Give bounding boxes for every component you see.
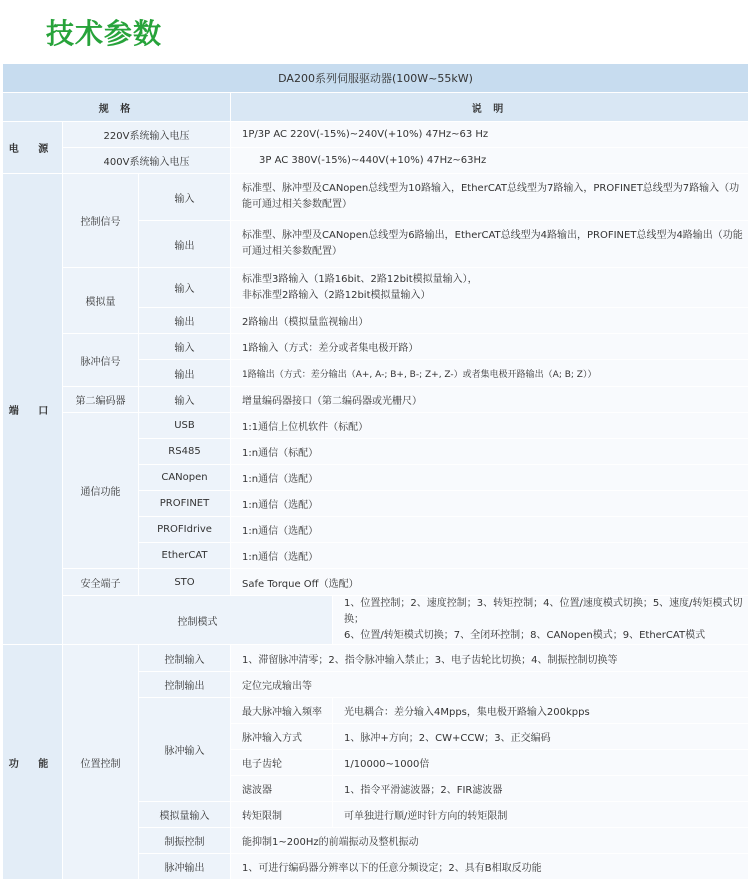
- e-gear-name: 电子齿轮: [231, 750, 333, 776]
- control-input-desc: 1、滞留脉冲清零；2、指令脉冲输入禁止；3、电子齿轮比切换；4、制振控制切换等: [231, 645, 749, 672]
- comm-profinet-desc: 1:n通信（选配）: [231, 491, 749, 517]
- control-output-desc: 定位完成输出等: [231, 672, 749, 698]
- spec-table: [2, 63, 749, 880]
- comm-usb-desc: 1:1通信上位机软件（标配）: [231, 413, 749, 439]
- control-signal-output-label: 输出: [139, 221, 231, 268]
- analog-input-desc-line1: 标准型3路输入（1路16bit、2路12bit模拟量输入），: [242, 273, 478, 285]
- control-mode-desc-line1: 1、位置控制；2、速度控制；3、转矩控制；4、位置/速度模式切换；5、速度/转矩模式切换；: [344, 598, 743, 625]
- control-signal-input-label: 输入: [139, 174, 231, 221]
- comm-rs485-name: RS485: [139, 439, 231, 465]
- safety-name: STO: [139, 569, 231, 596]
- analog-input-label: 输入: [139, 268, 231, 308]
- analog-input-name: 模拟量输入: [139, 802, 231, 828]
- power-label: 电 源: [3, 122, 63, 174]
- comm-rs485-desc: 1:n通信（标配）: [231, 439, 749, 465]
- pulse-input-group-name: 脉冲输入: [139, 698, 231, 802]
- encoder2-input-desc: 增量编码器接口（第二编码器或光栅尺）: [231, 387, 749, 413]
- pulse-mode-name: 脉冲输入方式: [231, 724, 333, 750]
- analog-output-label: 输出: [139, 308, 231, 334]
- comm-canopen-desc: 1:n通信（选配）: [231, 465, 749, 491]
- position-control-label: 位置控制: [63, 645, 139, 880]
- comm-ethercat-desc: 1:n通信（选配）: [231, 543, 749, 569]
- comm-profidrive-desc: 1:n通信（选配）: [231, 517, 749, 543]
- vibration-name: 制振控制: [139, 828, 231, 854]
- table-caption: DA200系列伺服驱动器(100W~55kW): [3, 64, 749, 93]
- analog-label: 模拟量: [63, 268, 139, 334]
- comm-profinet-name: PROFINET: [139, 491, 231, 517]
- power-400v-desc: 3P AC 380V(-15%)~440V(+10%) 47Hz~63Hz: [231, 148, 749, 174]
- control-signal-output-desc: 标准型、脉冲型及CANopen总线型为6路输出，EtherCAT总线型为4路输出，PROFINET总线型为4路输出（功能可通过相关参数配置）: [231, 221, 749, 268]
- control-output-name: 控制输出: [139, 672, 231, 698]
- pulse-output-name: 脉冲输出: [139, 854, 231, 880]
- vibration-desc: 能抑制1~200Hz的前端振动及整机振动: [231, 828, 749, 854]
- control-mode-desc-line2: 6、位置/转矩模式切换；7、全闭环控制；8、CANopen模式；9、EtherCAT模式: [344, 630, 706, 641]
- pulse-output-func-desc: 1、可进行编码器分辨率以下的任意分频设定；2、具有B相取反功能: [231, 854, 749, 880]
- control-signal-label: 控制信号: [63, 174, 139, 268]
- pulse-output-desc: 1路输出（方式：差分输出（A+, A-; B+, B-; Z+, Z-）或者集电极开路输出（A; B; Z））: [231, 360, 749, 387]
- pulse-output-label: 输出: [139, 360, 231, 387]
- comm-usb-name: USB: [139, 413, 231, 439]
- analog-input-desc: [231, 268, 749, 308]
- comm-profidrive-name: PROFIdrive: [139, 517, 231, 543]
- pulse-mode-desc: 1、脉冲+方向；2、CW+CCW；3、正交编码: [333, 724, 749, 750]
- encoder2-label: 第二编码器: [63, 387, 139, 413]
- function-label: 功 能: [3, 645, 63, 880]
- port-label: 端 口: [3, 174, 63, 645]
- control-input-name: 控制输入: [139, 645, 231, 672]
- safety-label: 安全端子: [63, 569, 139, 596]
- control-mode-label: 控制模式: [63, 596, 333, 645]
- pulse-input-desc: 1路输入（方式：差分或者集电极开路）: [231, 334, 749, 360]
- comm-ethercat-name: EtherCAT: [139, 543, 231, 569]
- analog-input-desc-line2: 非标准型2路输入（2路12bit模拟量输入）: [242, 289, 431, 301]
- safety-desc: Safe Torque Off（选配）: [231, 569, 749, 596]
- pulse-freq-name: 最大脉冲输入频率: [231, 698, 333, 724]
- comm-canopen-name: CANopen: [139, 465, 231, 491]
- torque-limit-desc: 可单独进行顺/逆时针方向的转矩限制: [333, 802, 749, 828]
- control-signal-input-desc: 标准型、脉冲型及CANopen总线型为10路输入，EtherCAT总线型为7路输入，PROFINET总线型为7路输入（功能可通过相关参数配置）: [231, 174, 749, 221]
- header-desc: 说 明: [231, 93, 749, 122]
- analog-output-desc: 2路输出（模拟量监视输出）: [231, 308, 749, 334]
- power-220v-name: 220V系统输入电压: [63, 122, 231, 148]
- comm-label: 通信功能: [63, 413, 139, 569]
- power-400v-name: 400V系统输入电压: [63, 148, 231, 174]
- pulse-input-label: 输入: [139, 334, 231, 360]
- page-title: 技术参数: [46, 17, 163, 50]
- filter-desc: 1、指令平滑滤波器；2、FIR滤波器: [333, 776, 749, 802]
- pulse-freq-desc: 光电耦合：差分输入4Mpps，集电极开路输入200kpps: [333, 698, 749, 724]
- header-spec: 规 格: [3, 93, 231, 122]
- filter-name: 滤波器: [231, 776, 333, 802]
- control-mode-desc: [333, 596, 749, 645]
- encoder2-input-label: 输入: [139, 387, 231, 413]
- power-220v-desc: 1P/3P AC 220V(-15%)~240V(+10%) 47Hz~63 Hz: [231, 122, 749, 148]
- torque-limit-name: 转矩限制: [231, 802, 333, 828]
- pulse-label: 脉冲信号: [63, 334, 139, 387]
- e-gear-desc: 1/10000~1000倍: [333, 750, 749, 776]
